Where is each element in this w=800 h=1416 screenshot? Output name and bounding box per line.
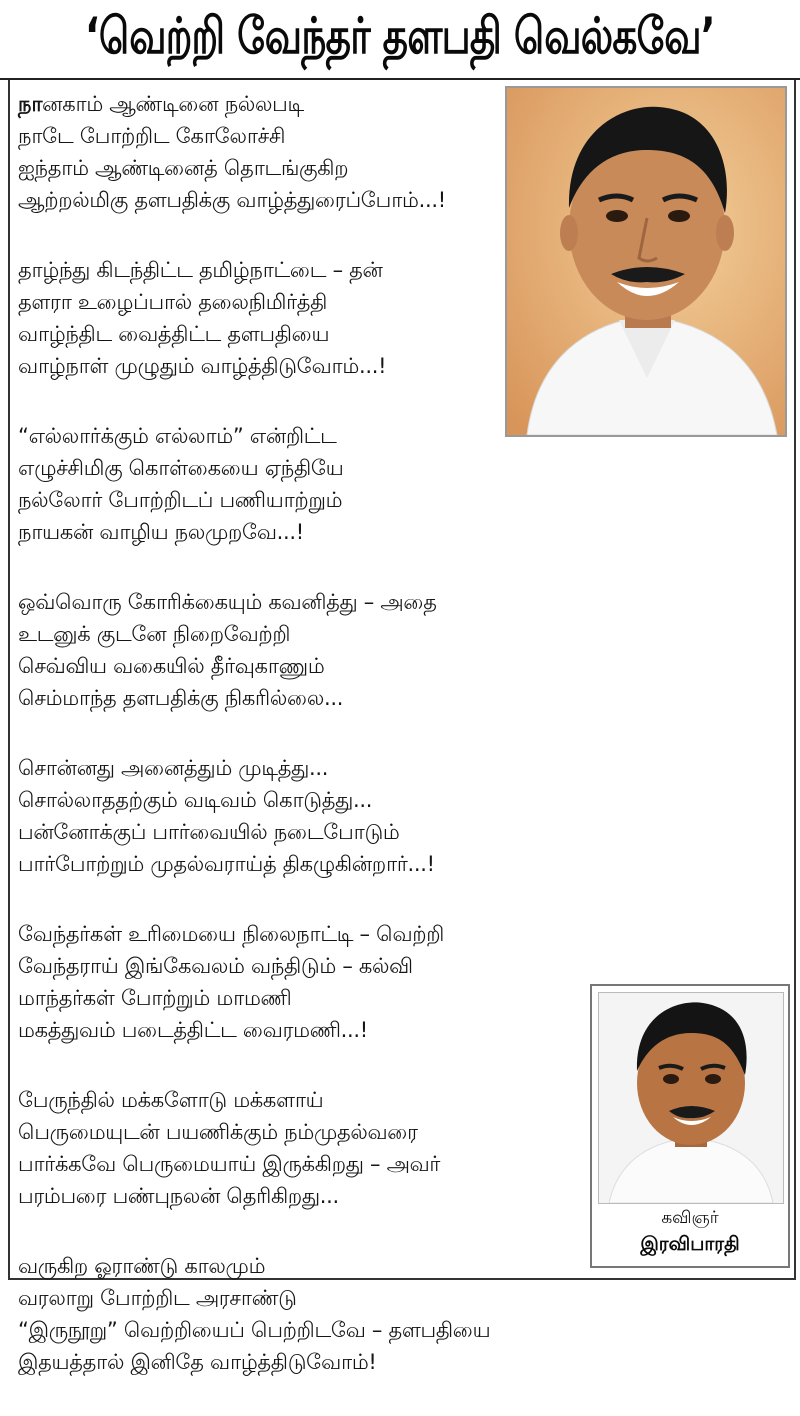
poet-role: கவிஞர் xyxy=(661,1208,719,1228)
poet-card xyxy=(590,984,790,1268)
poem-line: வருகிற ஓராண்டு காலமும் xyxy=(18,1254,266,1278)
poem-line: தளரா உழைப்பால் தலைநிமிர்த்தி xyxy=(18,290,328,314)
poet-portrait-illustration xyxy=(599,993,783,1203)
poem-line: “எல்லார்க்கும் எல்லாம்” என்றிட்ட xyxy=(18,424,337,448)
poem-line: பார்க்கவே பெருமையாய் இருக்கிறது – அவர் xyxy=(18,1152,441,1176)
headline-title: ‘வெற்றி வேந்தர் தளபதி வெல்கவே’ xyxy=(85,6,715,65)
poem-line: ஐந்தாம் ஆண்டினைத் தொடங்குகிற xyxy=(18,156,349,180)
chief-minister-photo xyxy=(505,86,787,437)
poem-line: வேந்தராய் இங்கேவலம் வந்திடும் – கல்வி xyxy=(18,954,413,978)
poem-line: உடனுக் குடனே நிறைவேற்றி xyxy=(18,622,291,646)
poem-line: மகத்துவம் படைத்திட்ட வைரமணி...! xyxy=(18,1018,368,1042)
poem-line: பரம்பரை பண்புநலன் தெரிகிறது... xyxy=(18,1184,339,1208)
poem-line: பேருந்தில் மக்களோடு மக்களாய் xyxy=(18,1088,324,1112)
poem-line: செம்மாந்த தளபதிக்கு நிகரில்லை... xyxy=(18,686,344,710)
poem-line: நாடே போற்றிட கோலோச்சி xyxy=(18,124,286,148)
poem-line: நாயகன் வாழிய நலமுறவே...! xyxy=(18,520,304,544)
poet-name: இரவிபாரதி xyxy=(640,1233,740,1255)
stanza-8 xyxy=(18,1250,578,1378)
poem-line: பன்னோக்குப் பார்வையில் நடைபோடும் xyxy=(18,820,400,844)
poem-line: செவ்விய வகையில் தீர்வுகாணும் xyxy=(18,654,325,678)
poem-line: சொல்லாததற்கும் வடிவம் கொடுத்து... xyxy=(18,788,373,812)
stanza-7 xyxy=(18,1084,578,1212)
drop-lead: நா xyxy=(18,92,43,116)
poem-line: நல்லோர் போற்றிடப் பணியாற்றும் xyxy=(18,488,343,512)
poem-body xyxy=(18,88,578,1416)
poem-line: வேந்தர்கள் உரிமையை நிலைநாட்டி – வெற்றி xyxy=(18,922,444,946)
poem-line: நானகாம் ஆண்டினை நல்லபடி xyxy=(18,92,304,116)
poem-line: எழுச்சிமிகு கொள்கையை ஏந்தியே xyxy=(18,456,344,480)
stanza-3 xyxy=(18,420,578,548)
poem-line: வாழ்நாள் முழுதும் வாழ்த்திடுவோம்...! xyxy=(18,354,387,378)
poem-line: பார்போற்றும் முதல்வராய்த் திகழுகின்றார்...! xyxy=(18,852,435,876)
poet-caption xyxy=(592,1206,788,1258)
portrait-illustration xyxy=(507,88,785,435)
poem-line: ஒவ்வொரு கோரிக்கையும் கவனித்து – அதை xyxy=(18,590,437,614)
stanza-5 xyxy=(18,752,578,880)
poem-line: தாழ்ந்து கிடந்திட்ட தமிழ்நாட்டை – தன் xyxy=(18,258,383,282)
poem-line: வரலாறு போற்றிட அரசாண்டு xyxy=(18,1286,297,1310)
stanza-1 xyxy=(18,88,578,216)
poem-line: ஆற்றல்மிகு தளபதிக்கு வாழ்த்துரைப்போம்...! xyxy=(18,188,446,212)
stanza-2 xyxy=(18,254,578,382)
poem-line: வாழ்ந்திட வைத்திட்ட தளபதியை xyxy=(18,322,330,346)
poet-photo xyxy=(598,992,784,1204)
stanza-6 xyxy=(18,918,578,1046)
poem-line: மாந்தர்கள் போற்றும் மாமணி xyxy=(18,986,292,1010)
stanza-4 xyxy=(18,586,578,714)
headline-banner xyxy=(0,0,800,80)
poem-line: சொன்னது அனைத்தும் முடித்து... xyxy=(18,756,329,780)
poem-line: பெருமையுடன் பயணிக்கும் நம்முதல்வரை xyxy=(18,1120,418,1144)
poem-line: “இருநூறு” வெற்றியைப் பெற்றிடவே – தளபதியை xyxy=(18,1318,491,1342)
poem-line: இதயத்தால் இனிதே வாழ்த்திடுவோம்! xyxy=(18,1350,377,1374)
